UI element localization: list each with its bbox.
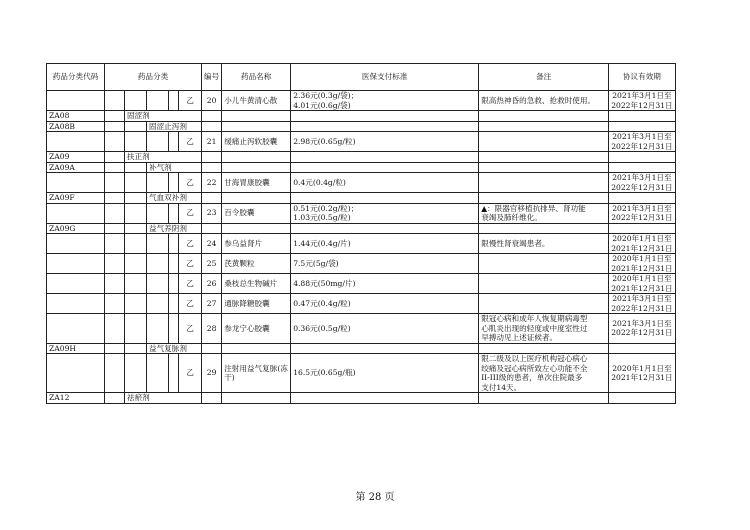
remark bbox=[479, 234, 609, 254]
indent-cell bbox=[105, 173, 125, 193]
category-row bbox=[47, 162, 676, 173]
drug-class: 乙 bbox=[179, 132, 202, 152]
header-number: 编号 bbox=[202, 64, 222, 91]
category-row bbox=[47, 111, 676, 122]
remark bbox=[479, 354, 609, 393]
validity-line: 2022年12月31日 bbox=[611, 213, 673, 222]
payment-standard bbox=[291, 234, 479, 254]
remark bbox=[479, 274, 609, 294]
validity-period bbox=[609, 203, 675, 223]
remark bbox=[479, 173, 609, 193]
drug-row bbox=[47, 203, 676, 223]
table-body bbox=[47, 91, 676, 404]
payment-standard-line: 1.03元(0.5g/粒) bbox=[293, 213, 351, 222]
indent-cell bbox=[105, 274, 125, 294]
indent-cell bbox=[125, 203, 147, 223]
indent-cell bbox=[105, 254, 125, 274]
payment-standard bbox=[291, 132, 479, 152]
category-label: 固涩止泻剂 bbox=[147, 121, 202, 132]
category-code: ZA12 bbox=[47, 393, 105, 404]
indent-cell bbox=[105, 234, 125, 254]
remark-line: 限慢性肾衰竭患者。 bbox=[481, 238, 550, 248]
empty-cell bbox=[222, 393, 291, 404]
indent-cell bbox=[105, 162, 125, 173]
payment-standard-line: 16.5元(0.65g/瓶) bbox=[293, 368, 356, 378]
category-code: ZA08B bbox=[47, 121, 105, 132]
drug-class: 乙 bbox=[179, 234, 202, 254]
indent-cell bbox=[125, 234, 147, 254]
payment-standard bbox=[291, 203, 479, 223]
empty-cell bbox=[202, 393, 222, 404]
drug-name: 芪黄颗粒 bbox=[222, 254, 291, 274]
empty-cell bbox=[222, 152, 291, 163]
indent-cell bbox=[125, 193, 147, 204]
empty-cell bbox=[222, 343, 291, 354]
indent-cell bbox=[125, 162, 147, 173]
remark-line: 限高热神昏的急救、抢救时使用。 bbox=[481, 95, 596, 105]
drug-name: 注射用益气复脉(冻干) bbox=[222, 354, 291, 393]
header-remark: 备注 bbox=[479, 64, 609, 91]
validity-line: 2022年12月31日 bbox=[611, 303, 673, 313]
empty-cell bbox=[291, 223, 479, 234]
payment-standard bbox=[291, 314, 479, 344]
table-header-row bbox=[47, 64, 676, 91]
empty-cell bbox=[479, 223, 609, 234]
indent-cell bbox=[105, 91, 125, 111]
indent-cell bbox=[105, 132, 125, 152]
validity-period bbox=[609, 314, 675, 344]
drug-class: 乙 bbox=[179, 294, 202, 314]
drug-name: 缓痛止泻软胶囊 bbox=[222, 132, 291, 152]
payment-standard bbox=[291, 274, 479, 294]
indent-cell bbox=[125, 173, 147, 193]
empty-cell bbox=[202, 152, 222, 163]
indent-cell bbox=[105, 314, 125, 344]
empty-code-cell bbox=[47, 173, 105, 193]
indent-cell bbox=[147, 132, 169, 152]
validity-line: 2022年12月31日 bbox=[611, 182, 673, 192]
category-code: ZA08 bbox=[47, 111, 105, 122]
indent-cell bbox=[147, 173, 169, 193]
drug-name: 百令胶囊 bbox=[222, 203, 291, 223]
empty-cell bbox=[609, 152, 675, 163]
validity-line: 2022年12月31日 bbox=[611, 100, 673, 110]
validity-period bbox=[609, 274, 675, 294]
indent-cell bbox=[169, 274, 179, 294]
empty-cell bbox=[609, 193, 675, 204]
indent-cell bbox=[169, 91, 179, 111]
drug-row bbox=[47, 173, 676, 193]
category-label: 益气复脉剂 bbox=[147, 343, 202, 354]
indent-cell bbox=[105, 111, 125, 122]
indent-cell bbox=[105, 354, 125, 393]
empty-cell bbox=[202, 343, 222, 354]
drug-number: 27 bbox=[202, 294, 222, 314]
payment-standard-line: 0.51元(0.2g/粒)； bbox=[293, 203, 359, 213]
indent-cell bbox=[125, 343, 147, 354]
validity-line: 2021年12月31日 bbox=[611, 263, 673, 273]
remark bbox=[479, 132, 609, 152]
validity-line: 2021年3月1日至 bbox=[612, 203, 672, 213]
empty-cell bbox=[222, 111, 291, 122]
validity-line: 2022年12月31日 bbox=[611, 141, 673, 151]
drug-name: 桑枝总生物碱片 bbox=[222, 274, 291, 294]
drug-class: 乙 bbox=[179, 203, 202, 223]
empty-cell bbox=[479, 393, 609, 404]
remark-line: 限二级及以上医疗机构冠心病心 bbox=[481, 354, 588, 363]
empty-cell bbox=[609, 121, 675, 132]
indent-cell bbox=[105, 223, 125, 234]
indent-cell bbox=[147, 314, 169, 344]
empty-cell bbox=[202, 193, 222, 204]
drug-number: 25 bbox=[202, 254, 222, 274]
payment-standard-line: 0.47元(0.4g/粒) bbox=[293, 298, 351, 308]
drug-number: 26 bbox=[202, 274, 222, 294]
empty-cell bbox=[479, 111, 609, 122]
remark-line: 绞痛及冠心病所致左心功能不全 bbox=[481, 363, 588, 373]
empty-code-cell bbox=[47, 354, 105, 393]
drug-name: 通脉降糖胶囊 bbox=[222, 294, 291, 314]
validity-period bbox=[609, 173, 675, 193]
drug-row bbox=[47, 294, 676, 314]
drug-name: 甘海胃康胶囊 bbox=[222, 173, 291, 193]
validity-line: 2021年3月1日至 bbox=[612, 173, 672, 182]
empty-cell bbox=[291, 152, 479, 163]
payment-standard-line: 2.36元(0.3g/袋)； bbox=[293, 91, 359, 100]
payment-standard bbox=[291, 354, 479, 393]
header-code: 药品分类代码 bbox=[47, 64, 105, 91]
indent-cell bbox=[169, 254, 179, 274]
empty-cell bbox=[291, 121, 479, 132]
payment-standard bbox=[291, 294, 479, 314]
validity-line: 2021年12月31日 bbox=[611, 243, 673, 253]
validity-line: 2021年12月31日 bbox=[611, 283, 673, 293]
payment-standard bbox=[291, 91, 479, 111]
empty-code-cell bbox=[47, 234, 105, 254]
payment-standard-line: 7.5元(5g/袋) bbox=[293, 258, 339, 268]
remark-line: II-III级的患者，单次住院最多 bbox=[481, 373, 583, 382]
drug-row bbox=[47, 91, 676, 111]
remark-line: 衰竭及肺纤维化。 bbox=[481, 213, 542, 222]
indent-cell bbox=[169, 203, 179, 223]
validity-line: 2021年3月1日至 bbox=[612, 132, 672, 141]
payment-standard-line: 0.4元(0.4g/粒) bbox=[293, 177, 346, 187]
remark-line: 限冠心病和成年人恢复期病毒型 bbox=[481, 314, 588, 323]
empty-code-cell bbox=[47, 254, 105, 274]
drug-class: 乙 bbox=[179, 91, 202, 111]
indent-cell bbox=[105, 193, 125, 204]
validity-line: 2020年1月1日至 bbox=[612, 234, 672, 243]
empty-code-cell bbox=[47, 314, 105, 344]
header-validity: 协议有效期 bbox=[609, 64, 675, 91]
empty-cell bbox=[479, 343, 609, 354]
indent-cell bbox=[147, 354, 169, 393]
empty-cell bbox=[609, 111, 675, 122]
drug-row bbox=[47, 354, 676, 393]
drug-class: 乙 bbox=[179, 314, 202, 344]
drug-row bbox=[47, 234, 676, 254]
indent-cell bbox=[125, 132, 147, 152]
validity-line: 2020年1月1日至 bbox=[612, 363, 672, 373]
remark-line: 早搏动见上述证候者。 bbox=[481, 333, 558, 342]
validity-period bbox=[609, 254, 675, 274]
category-row bbox=[47, 223, 676, 234]
empty-cell bbox=[479, 162, 609, 173]
drug-number: 23 bbox=[202, 203, 222, 223]
indent-cell bbox=[147, 274, 169, 294]
header-name: 药品名称 bbox=[222, 64, 291, 91]
drug-name: 小儿牛黄清心散 bbox=[222, 91, 291, 111]
drug-number: 24 bbox=[202, 234, 222, 254]
remark-line: ▲：限器官移植抗排异、肾功能 bbox=[481, 203, 586, 213]
payment-standard-line: 4.88元(50mg/片) bbox=[293, 278, 356, 288]
category-label: 祛瘀剂 bbox=[125, 393, 202, 404]
drug-class: 乙 bbox=[179, 254, 202, 274]
category-label: 益气养阴剂 bbox=[147, 223, 202, 234]
remark-line: 支付14天。 bbox=[481, 382, 522, 392]
empty-code-cell bbox=[47, 294, 105, 314]
category-code: ZA09 bbox=[47, 152, 105, 163]
indent-cell bbox=[125, 354, 147, 393]
drug-number: 20 bbox=[202, 91, 222, 111]
empty-cell bbox=[202, 111, 222, 122]
category-row bbox=[47, 343, 676, 354]
validity-line: 2021年3月1日至 bbox=[612, 91, 672, 100]
drug-table bbox=[46, 63, 676, 404]
empty-cell bbox=[222, 223, 291, 234]
remark bbox=[479, 254, 609, 274]
remark bbox=[479, 294, 609, 314]
empty-code-cell bbox=[47, 274, 105, 294]
payment-standard bbox=[291, 173, 479, 193]
indent-cell bbox=[125, 223, 147, 234]
payment-standard-line: 0.36元(0.5g/粒) bbox=[293, 323, 351, 333]
drug-number: 21 bbox=[202, 132, 222, 152]
drug-name: 参乌益肾片 bbox=[222, 234, 291, 254]
remark bbox=[479, 91, 609, 111]
validity-period bbox=[609, 354, 675, 393]
empty-cell bbox=[479, 193, 609, 204]
indent-cell bbox=[105, 294, 125, 314]
empty-cell bbox=[609, 162, 675, 173]
category-row bbox=[47, 121, 676, 132]
remark bbox=[479, 203, 609, 223]
indent-cell bbox=[105, 393, 125, 404]
category-code: ZA09G bbox=[47, 223, 105, 234]
empty-cell bbox=[609, 343, 675, 354]
header-category: 药品分类 bbox=[105, 64, 202, 91]
category-row bbox=[47, 193, 676, 204]
empty-code-cell bbox=[47, 132, 105, 152]
empty-cell bbox=[609, 223, 675, 234]
category-row bbox=[47, 152, 676, 163]
indent-cell bbox=[125, 91, 147, 111]
empty-cell bbox=[202, 162, 222, 173]
indent-cell bbox=[105, 203, 125, 223]
category-code: ZA09A bbox=[47, 162, 105, 173]
indent-cell bbox=[125, 254, 147, 274]
indent-cell bbox=[169, 173, 179, 193]
drug-class: 乙 bbox=[179, 173, 202, 193]
validity-period bbox=[609, 132, 675, 152]
indent-cell bbox=[147, 254, 169, 274]
category-code: ZA09F bbox=[47, 193, 105, 204]
empty-cell bbox=[479, 152, 609, 163]
page-number: 第 28 页 bbox=[355, 492, 395, 503]
category-label: 扶正剂 bbox=[125, 152, 202, 163]
payment-standard bbox=[291, 254, 479, 274]
empty-cell bbox=[291, 193, 479, 204]
empty-code-cell bbox=[47, 203, 105, 223]
remark-line: 心肌炎出现的轻度或中度室性过 bbox=[481, 323, 588, 333]
validity-period bbox=[609, 294, 675, 314]
drug-row bbox=[47, 274, 676, 294]
indent-cell bbox=[125, 314, 147, 344]
empty-cell bbox=[222, 121, 291, 132]
indent-cell bbox=[169, 354, 179, 393]
category-code: ZA09H bbox=[47, 343, 105, 354]
remark bbox=[479, 314, 609, 344]
drug-row bbox=[47, 314, 676, 344]
drug-row bbox=[47, 132, 676, 152]
indent-cell bbox=[147, 91, 169, 111]
empty-cell bbox=[291, 343, 479, 354]
drug-class: 乙 bbox=[179, 274, 202, 294]
indent-cell bbox=[105, 343, 125, 354]
drug-row bbox=[47, 254, 676, 274]
validity-line: 2020年1月1日至 bbox=[612, 274, 672, 283]
indent-cell bbox=[125, 274, 147, 294]
payment-standard-line: 4.01元(0.6g/袋) bbox=[293, 100, 351, 110]
empty-cell bbox=[291, 393, 479, 404]
indent-cell bbox=[125, 121, 147, 132]
payment-standard-line: 1.44元(0.4g/片) bbox=[293, 238, 351, 248]
empty-cell bbox=[291, 111, 479, 122]
drug-name: 参龙宁心胶囊 bbox=[222, 314, 291, 344]
validity-line: 2021年3月1日至 bbox=[612, 294, 672, 303]
category-label: 固涩剂 bbox=[125, 111, 202, 122]
validity-period bbox=[609, 91, 675, 111]
indent-cell bbox=[169, 234, 179, 254]
empty-cell bbox=[291, 162, 479, 173]
validity-line: 2021年12月31日 bbox=[611, 373, 673, 382]
empty-cell bbox=[479, 121, 609, 132]
indent-cell bbox=[147, 203, 169, 223]
drug-number: 29 bbox=[202, 354, 222, 393]
validity-period bbox=[609, 234, 675, 254]
empty-code-cell bbox=[47, 91, 105, 111]
empty-cell bbox=[202, 223, 222, 234]
category-label: 补气剂 bbox=[147, 162, 202, 173]
validity-line: 2020年1月1日至 bbox=[612, 254, 672, 263]
indent-cell bbox=[125, 294, 147, 314]
indent-cell bbox=[105, 152, 125, 163]
empty-cell bbox=[609, 393, 675, 404]
empty-cell bbox=[222, 162, 291, 173]
indent-cell bbox=[169, 132, 179, 152]
empty-cell bbox=[202, 121, 222, 132]
validity-line: 2021年3月1日至 bbox=[612, 318, 672, 328]
indent-cell bbox=[105, 121, 125, 132]
category-label: 气血双补剂 bbox=[147, 193, 202, 204]
drug-class: 乙 bbox=[179, 354, 202, 393]
drug-number: 22 bbox=[202, 173, 222, 193]
indent-cell bbox=[147, 294, 169, 314]
header-standard: 医保支付标准 bbox=[291, 64, 479, 91]
validity-line: 2022年12月31日 bbox=[611, 328, 673, 338]
category-row bbox=[47, 393, 676, 404]
empty-cell bbox=[222, 193, 291, 204]
indent-cell bbox=[147, 234, 169, 254]
payment-standard-line: 2.98元(0.65g/粒) bbox=[293, 136, 356, 146]
indent-cell bbox=[169, 294, 179, 314]
drug-number: 28 bbox=[202, 314, 222, 344]
indent-cell bbox=[169, 314, 179, 344]
